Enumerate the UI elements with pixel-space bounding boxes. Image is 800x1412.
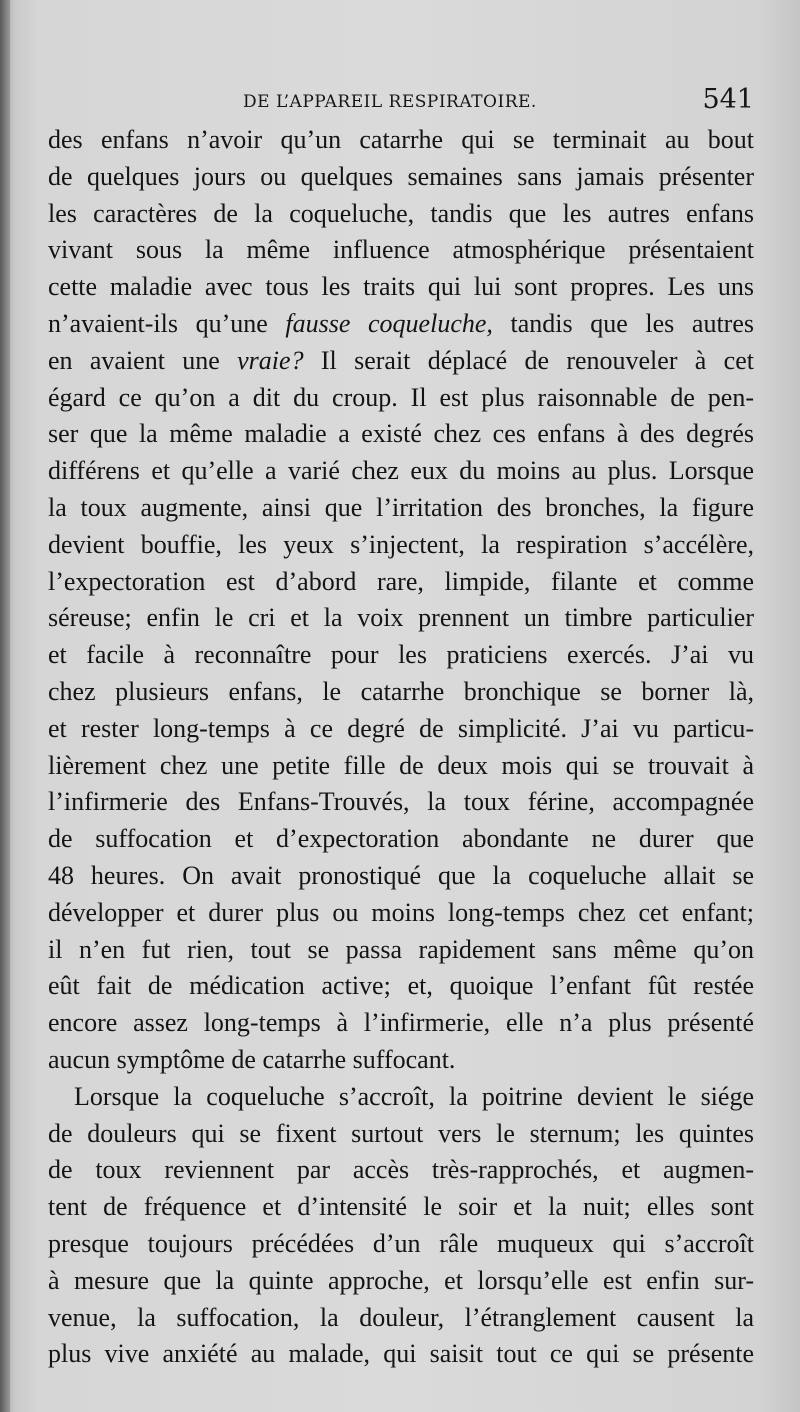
text-line-paragraph-start: Lorsque la coqueluche s’accroît, la poitrine devient le siége (74, 1081, 754, 1111)
text-line: vivant sous la même influence atmosphérique présentaient (48, 235, 754, 265)
text-line: plus vive anxiété au malade, qui saisit tout ce qui se présente (48, 1339, 754, 1369)
page-header (48, 84, 754, 120)
text-line: et facile à reconnaître pour les praticiens exercés. J’ai vu (48, 640, 754, 670)
text-line: n’avaient-ils qu’une fausse coqueluche, tandis que les autres (48, 308, 754, 338)
text-line: de quelques jours ou quelques semaines sans jamais présenter (48, 161, 754, 191)
text-line: tent de fréquence et d’intensité le soir et la nuit; elles sont (48, 1192, 754, 1222)
text-line: séreuse; enfin le cri et la voix prennent un timbre particulier (48, 603, 754, 633)
text-line: la toux augmente, ainsi que l’irritation des bronches, la figure (48, 492, 754, 522)
text-line: 48 heures. On avait pronostiqué que la coqueluche allait se (48, 860, 754, 890)
text-line: de toux reviennent par accès très-rapprochés, et augmen- (48, 1155, 754, 1185)
text-line: de suffocation et d’expectoration abondante ne durer que (48, 824, 754, 854)
page-gutter-shadow (0, 0, 10, 1412)
text-line: et rester long-temps à ce degré de simplicité. J’ai vu particu- (48, 713, 754, 743)
text-line: de douleurs qui se fixent surtout vers le sternum; les quintes (48, 1118, 754, 1148)
text-line: l’expectoration est d’abord rare, limpide, filante et comme (48, 566, 754, 596)
text-line: égard ce qu’on a dit du croup. Il est plus raisonnable de pen- (48, 382, 754, 412)
text-line-paragraph-end: aucun symptôme de catarrhe suffocant. (48, 1044, 456, 1074)
text-line: ser que la même maladie a existé chez ces enfans à des degrés (48, 419, 754, 449)
text-line: presque toujours précédées d’un râle muqueux qui s’accroît (48, 1228, 754, 1258)
text-line: encore assez long-temps à l’infirmerie, elle n’a plus présenté (48, 1008, 754, 1038)
text-line: devient bouffie, les yeux s’injectent, la respiration s’accélère, (48, 529, 754, 559)
page-number: 541 (702, 84, 754, 115)
text-line: il n’en fut rien, tout se passa rapidement sans même qu’on (48, 934, 754, 964)
text-line: chez plusieurs enfans, le catarrhe bronchique se borner là, (48, 676, 754, 706)
text-line: développer et durer plus ou moins long-temps chez cet enfant; (48, 897, 754, 927)
text-line: les caractères de la coqueluche, tandis que les autres enfans (48, 198, 754, 228)
body-text (48, 122, 754, 1373)
text-line: eût fait de médication active; et, quoique l’enfant fût restée (48, 971, 754, 1001)
running-head: DE L’APPAREIL RESPIRATOIRE. (243, 92, 537, 112)
text-line: différens et qu’elle a varié chez eux du moins au plus. Lorsque (48, 456, 754, 486)
text-line: lièrement chez une petite fille de deux mois qui se trouvait à (48, 750, 754, 780)
text-line: l’infirmerie des Enfans-Trouvés, la toux férine, accompagnée (48, 787, 754, 817)
text-line: des enfans n’avoir qu’un catarrhe qui se terminait au bout (48, 125, 754, 154)
text-line: cette maladie avec tous les traits qui lui sont propres. Les uns (48, 272, 754, 302)
text-line: à mesure que la quinte approche, et lorsqu’elle est enfin sur- (48, 1265, 754, 1295)
text-line: venue, la suffocation, la douleur, l’étranglement causent la (48, 1302, 754, 1332)
text-line: en avaient une vraie? Il serait déplacé de renouveler à cet (48, 345, 754, 375)
